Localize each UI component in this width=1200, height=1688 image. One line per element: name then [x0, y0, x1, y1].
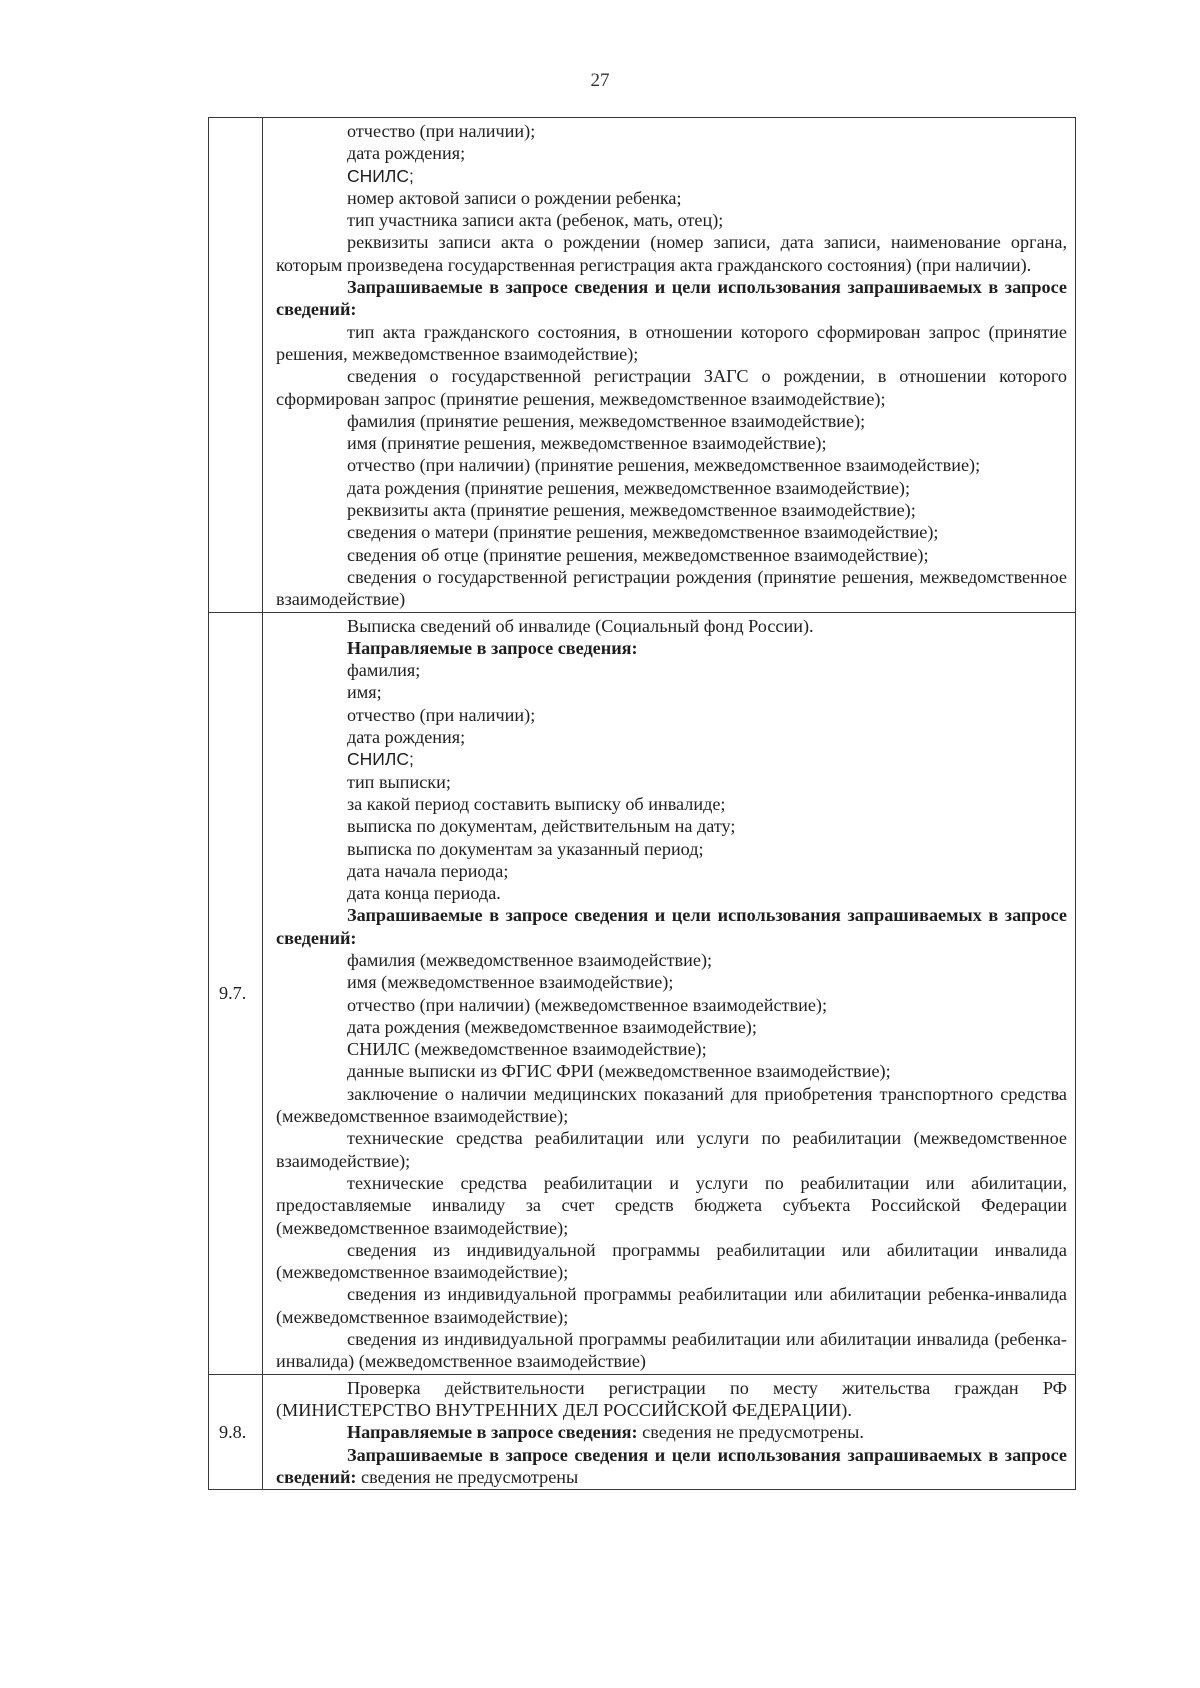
list-item: технические средства реабилитации и услуги по реабилитации или абилитации, предоставляемые инвалиду за счет средств бюджета субъекта Российской Федерации (межведомственное взаимодействие); [276, 1172, 1067, 1238]
list-item: дата рождения (принятие решения, межведомственное взаимодействие); [347, 477, 911, 498]
list-item: тип акта гражданского состояния, в отношении которого сформирован запрос (принятие решения, межведомственное взаимодействие); [276, 321, 1067, 364]
row-content [263, 118, 1076, 613]
row-number: 9.8. [209, 1374, 263, 1489]
list-item: сведения о матери (принятие решения, межведомственное взаимодействие); [347, 522, 939, 543]
list-item: отчество (при наличии) (принятие решения, межведомственное взаимодействие); [347, 455, 981, 476]
row-number: 9.7. [209, 612, 263, 1374]
list-item: сведения о государственной регистрации рождения (принятие решения, межведомственное взаимодействие) [276, 566, 1067, 610]
list-item: тип участника записи акта (ребенок, мать, отец); [347, 210, 724, 231]
list-item: фамилия (принятие решения, межведомственное взаимодействие); [347, 410, 866, 431]
section-heading: Направляемые в запросе сведения: [347, 637, 638, 658]
list-item: сведения из индивидуальной программы реабилитации или абилитации инвалида (межведомственное взаимодействие); [276, 1239, 1067, 1283]
list-item [276, 1444, 1067, 1489]
list-item: фамилия; [347, 660, 421, 681]
list-item: технические средства реабилитации или услуги по реабилитации (межведомственное взаимодействие); [276, 1128, 1067, 1171]
list-item: отчество (при наличии); [347, 704, 536, 725]
list-item: Проверка действительности регистрации по месту жительства граждан РФ (МИНИСТЕРСТВО ВНУТРЕННИХ ДЕЛ РОССИЙСКОЙ ФЕДЕРАЦИИ). [276, 1377, 1067, 1420]
list-item: имя; [347, 682, 382, 703]
list-item: дата рождения; [347, 143, 466, 164]
requests-table [208, 117, 1076, 1490]
row-content [263, 1374, 1076, 1489]
list-item: имя (межведомственное взаимодействие); [347, 972, 674, 993]
list-item: тип выписки; [347, 771, 451, 792]
list-item: СНИЛС; [347, 165, 414, 186]
list-item: дата начала периода; [347, 860, 509, 881]
section-heading: Запрашиваемые в запросе сведения и цели использования запрашиваемых в запросе сведений: [276, 905, 1067, 948]
list-item: сведения из индивидуальной программы реабилитации или абилитации ребенка-инвалида (межведомственное взаимодействие); [276, 1284, 1067, 1327]
list-item-value: сведения не предусмотрены [361, 1466, 579, 1487]
list-item: номер актовой записи о рождении ребенка; [347, 187, 682, 208]
row-content [263, 612, 1076, 1374]
list-item: реквизиты акта (принятие решения, межведомственное взаимодействие); [347, 500, 916, 521]
list-item: заключение о наличии медицинских показаний для приобретения транспортного средства (межведомственное взаимодействие); [276, 1083, 1067, 1127]
page-number: 27 [590, 70, 610, 91]
list-item [276, 1421, 1067, 1443]
list-item: выписка по документам за указанный период; [347, 838, 704, 859]
list-item: дата конца периода. [347, 883, 501, 904]
list-item: выписка по документам, действительным на дату; [347, 816, 736, 837]
table-row [209, 1374, 1076, 1489]
section-heading: Направляемые в запросе сведения: [347, 1422, 638, 1443]
list-item: сведения об отце (принятие решения, межведомственное взаимодействие); [347, 544, 929, 565]
table-row [209, 118, 1076, 613]
list-item: фамилия (межведомственное взаимодействие); [347, 949, 713, 970]
list-item: реквизиты записи акта о рождении (номер записи, дата записи, наименование органа, которым произведена государственная регистрация акта гражданского состояния) (при наличии). [276, 232, 1067, 275]
list-item: СНИЛС; [347, 749, 414, 770]
row-number [209, 118, 263, 613]
list-item-value: сведения не предусмотрены. [642, 1422, 864, 1443]
list-item: отчество (при наличии); [347, 121, 536, 141]
list-item: за какой период составить выписку об инвалиде; [347, 793, 726, 814]
list-item: дата рождения (межведомственное взаимодействие); [347, 1016, 757, 1037]
list-item: сведения из индивидуальной программы реабилитации или абилитации инвалида (ребенка-инвалида) (межведомственное взаимодействие) [276, 1329, 1067, 1372]
list-item: данные выписки из ФГИС ФРИ (межведомственное взаимодействие); [347, 1061, 891, 1082]
table-row [209, 612, 1076, 1374]
section-heading: Запрашиваемые в запросе сведения и цели использования запрашиваемых в запросе сведений: [276, 277, 1067, 320]
list-item: отчество (при наличии) (межведомственное взаимодействие); [347, 994, 827, 1015]
section-heading: Запрашиваемые в запросе сведения и цели использования запрашиваемых в запросе сведений: [276, 1444, 1067, 1487]
list-item: сведения о государственной регистрации ЗАГС о рождении, в отношении которого сформирован запрос (принятие решения, межведомственное взаимодействие); [276, 366, 1067, 409]
list-item: СНИЛС (межведомственное взаимодействие); [347, 1039, 707, 1060]
list-item: Выписка сведений об инвалиде (Социальный фонд России). [347, 615, 814, 636]
list-item: имя (принятие решения, межведомственное взаимодействие); [347, 433, 827, 454]
list-item: дата рождения; [347, 727, 466, 748]
